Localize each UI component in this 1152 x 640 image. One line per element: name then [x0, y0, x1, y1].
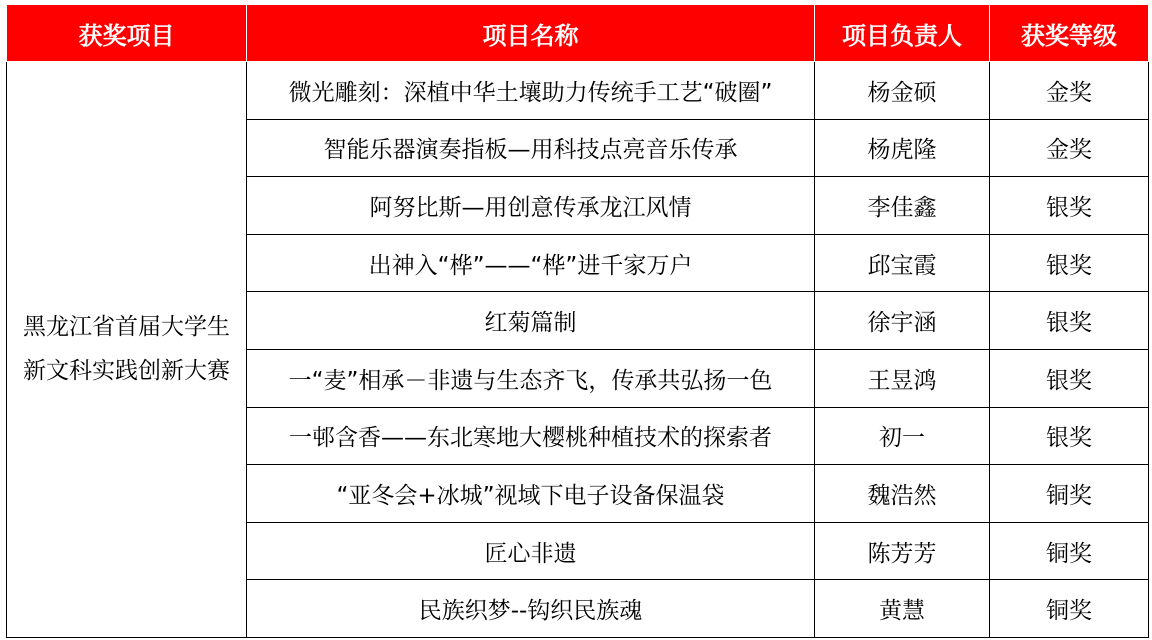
award-level-cell: 银奖: [990, 407, 1149, 465]
header-project-leader: 项目负责人: [815, 5, 990, 62]
project-leader-cell: 黄慧: [815, 580, 990, 638]
table-row: [7, 62, 1149, 120]
award-level-cell: 铜奖: [990, 465, 1149, 523]
award-category-line: 黑龙江省首届大学生: [23, 314, 230, 341]
project-name-cell: 微光雕刻：深植中华土壤助力传统手工艺“破圈”: [247, 62, 815, 120]
project-name-cell: 智能乐器演奏指板—用科技点亮音乐传承: [247, 119, 815, 177]
project-leader-cell: 陈芳芳: [815, 522, 990, 580]
project-name-cell: 匠心非遗: [247, 522, 815, 580]
award-level-cell: 金奖: [990, 62, 1149, 120]
award-level-cell: 银奖: [990, 234, 1149, 292]
award-category-line: 新文科实践创新大赛: [23, 358, 230, 385]
award-level-cell: 银奖: [990, 349, 1149, 407]
project-leader-cell: 王昱鸿: [815, 349, 990, 407]
header-project-name: 项目名称: [247, 5, 815, 62]
project-leader-cell: 杨金硕: [815, 62, 990, 120]
award-level-cell: 金奖: [990, 119, 1149, 177]
award-category-cell: [7, 62, 247, 638]
project-name-cell: 民族织梦--钩织民族魂: [247, 580, 815, 638]
header-award-level: 获奖等级: [990, 5, 1149, 62]
header-award-project: 获奖项目: [7, 5, 247, 62]
project-leader-cell: 魏浩然: [815, 465, 990, 523]
award-level-cell: 铜奖: [990, 522, 1149, 580]
project-name-cell: 红菊篇制: [247, 292, 815, 350]
project-name-cell: 一邨含香——东北寒地大樱桃种植技术的探索者: [247, 407, 815, 465]
project-leader-cell: 徐宇涵: [815, 292, 990, 350]
project-name-cell: 一“麦”相承－非遗与生态齐飞，传承共弘扬一色: [247, 349, 815, 407]
project-leader-cell: 邱宝霞: [815, 234, 990, 292]
project-leader-cell: 李佳鑫: [815, 177, 990, 235]
award-level-cell: 银奖: [990, 177, 1149, 235]
project-name-cell: 阿努比斯—用创意传承龙江风情: [247, 177, 815, 235]
project-leader-cell: 初一: [815, 407, 990, 465]
project-name-cell: 出神入“桦”——“桦”进千家万户: [247, 234, 815, 292]
project-name-cell: “亚冬会+冰城”视域下电子设备保温袋: [247, 465, 815, 523]
award-level-cell: 银奖: [990, 292, 1149, 350]
awards-table: [6, 4, 1149, 638]
project-leader-cell: 杨虎隆: [815, 119, 990, 177]
table-header-row: [7, 5, 1149, 62]
award-level-cell: 铜奖: [990, 580, 1149, 638]
